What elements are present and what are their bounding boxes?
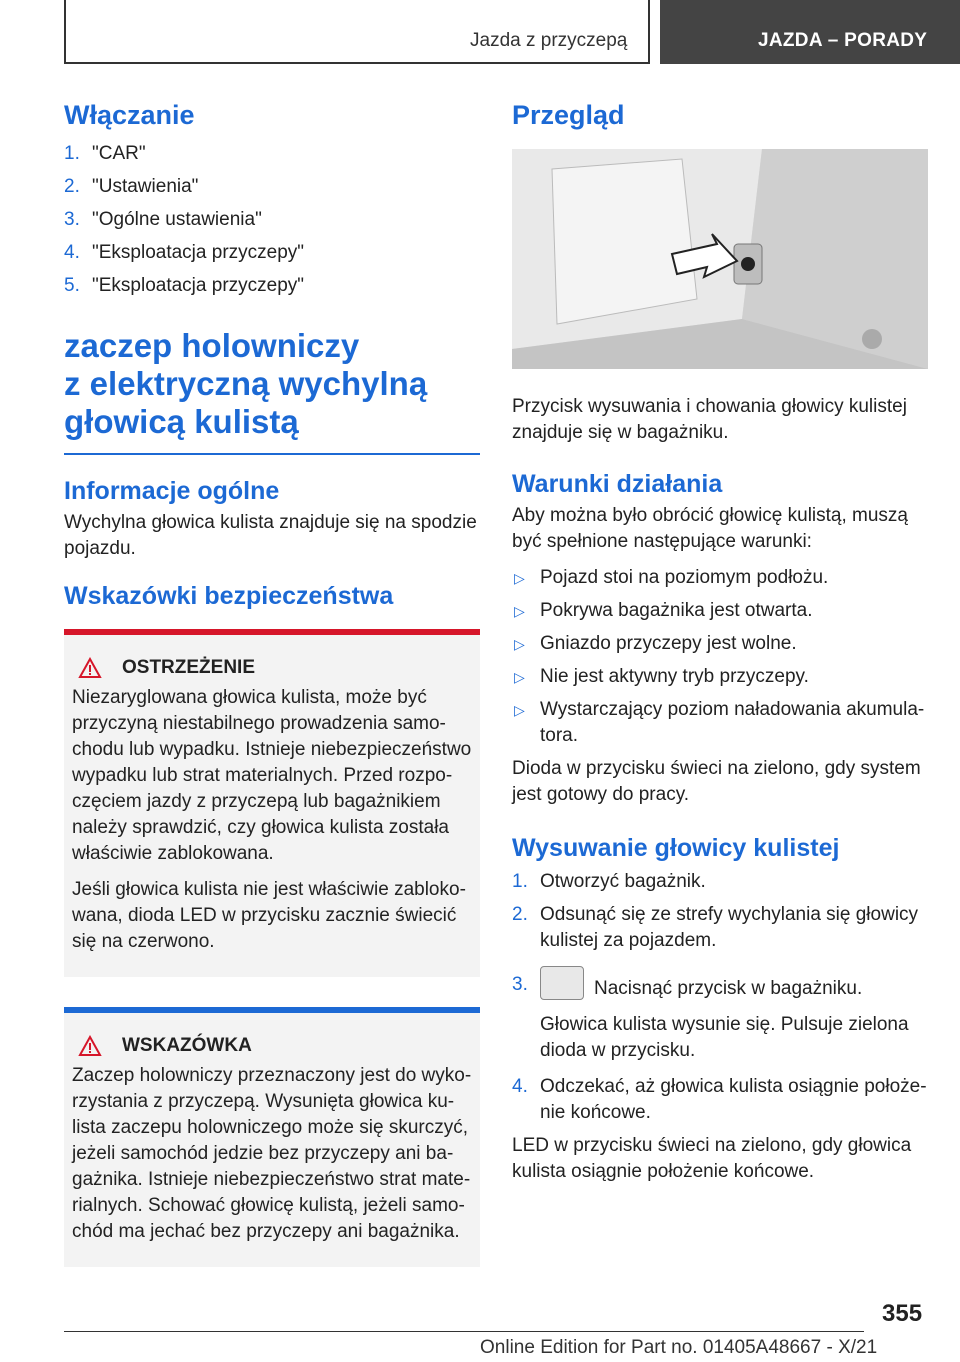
list-item: 5. "Eksploatacja przyczepy" <box>64 275 305 296</box>
warning-triangle-icon <box>78 657 102 679</box>
trunk-photo <box>512 149 928 369</box>
extend-outro: LED w przycisku świeci na zielono, gdy głowica kulista osiągnie położenie końcowe. <box>512 1135 912 1182</box>
list-item: ▷ Pojazd stoi na poziomym podłożu. <box>514 567 829 588</box>
warning-triangle-icon <box>78 1035 102 1057</box>
header-section-title: Jazda z przyczepą <box>470 30 628 51</box>
note-text: Zaczep holowniczy przeznaczony jest do wykorzystania z przyczepą. Wysunięta głowica kulista zaczepu holowniczego może się skurczyć, jeżeli samochód jedzie bez przyczepy ani bagażnika. Istnieje niebezpieczeństwo strat materialnych. Schować głowicę kulistą, jeżeli samochód ma jechać bez przyczepy ani bagażnika. <box>72 1065 472 1242</box>
list-item: ▷ Pokrywa bagażnika jest otwarta. <box>514 600 813 621</box>
list-item: ▷ Gniazdo przyczepy jest wolne. <box>514 633 797 654</box>
list-item: 1. Otworzyć bagażnik. <box>512 871 706 892</box>
extend-heading: Wysuwanie głowicy kulistej <box>512 834 840 862</box>
wlaczanie-steps <box>64 141 480 299</box>
step3-note: Głowica kulista wysunie się. Pulsuje zielona dioda w przycisku. <box>540 1014 909 1061</box>
warning-label: OSTRZEŻENIE <box>122 657 256 678</box>
photo-caption: Przycisk wysuwania i chowania głowicy kulistej znajduje się w bagażniku. <box>512 396 907 443</box>
list-item: 3. "Ogólne ustawienia" <box>64 209 262 230</box>
left-column <box>64 100 480 1267</box>
safety-heading: Wskazówki bezpieczeństwa <box>64 582 394 610</box>
note-label: WSKAZÓWKA <box>122 1035 252 1056</box>
info-heading: Informacje ogólne <box>64 477 280 505</box>
extend-steps <box>512 869 928 1126</box>
header-rule-bottom <box>64 62 650 64</box>
footer-edition: Online Edition for Part no. 01405A48667 - X/21 <box>480 1337 878 1358</box>
list-item: 2. Odsunąć się ze strefy wychylania się głowicy kulistej za pojazdem. <box>512 904 919 951</box>
list-item: ▷ Wystarczający poziom naładowania akumulatora. <box>514 699 925 746</box>
warning-text-2: Jeśli głowica kulista nie jest właściwie zablokowana, dioda LED w przycisku zacznie świecić się na czerwono. <box>72 879 466 952</box>
list-item: 1. "CAR" <box>64 143 146 164</box>
list-item: ▷ Nie jest aktywny tryb przyczepy. <box>514 666 809 687</box>
conditions-list <box>512 565 928 749</box>
wlaczanie-heading: Włączanie <box>64 100 195 130</box>
list-item: 3. Nacisnąć przycisk w bagażniku. Głowica kulista wysunie się. Pulsuje zielona dioda w przycisku. <box>512 972 928 1064</box>
warning-box <box>64 629 480 977</box>
header-rule-mid <box>648 0 650 64</box>
note-box <box>64 1007 480 1267</box>
info-text: Wychylna głowica kulista znajduje się na spodzie pojazdu. <box>64 512 477 559</box>
list-item: 4. Odczekać, aż głowica kulista osiągnie położenie końcowe. <box>512 1076 927 1123</box>
page-number: 355 <box>882 1300 923 1327</box>
header-chapter-tab: JAZDA – PORADY <box>660 0 960 64</box>
right-column <box>512 100 928 1195</box>
list-item: 4. "Eksploatacja przyczepy" <box>64 242 305 263</box>
tow-hitch-button-icon <box>540 966 584 1000</box>
overview-heading: Przegląd <box>512 100 625 130</box>
conditions-heading: Warunki działania <box>512 470 723 498</box>
conditions-outro: Dioda w przycisku świeci na zielono, gdy system jest gotowy do pracy. <box>512 758 921 805</box>
warning-text-1: Niezaryglowana głowica kulista, może być przyczyną niestabilnego prowadzenia samochodu lub wypadku. Istnieje niebezpieczeństwo wypadku lub strat materialnych. Przed rozpoczęciem jazdy z przyczepą lub bagażnikiem należy sprawdzić, czy głowica kulista została właściwie zablokowana. <box>72 687 472 864</box>
header-rule-left <box>64 0 66 64</box>
footer-rule <box>64 1331 864 1332</box>
chapter-title: zaczep holowniczy z elektryczną wychylną głowicą kulistą <box>64 327 480 455</box>
list-item: 2. "Ustawienia" <box>64 176 199 197</box>
conditions-intro: Aby można było obrócić głowicę kulistą, muszą być spełnione następujące warunki: <box>512 505 909 552</box>
